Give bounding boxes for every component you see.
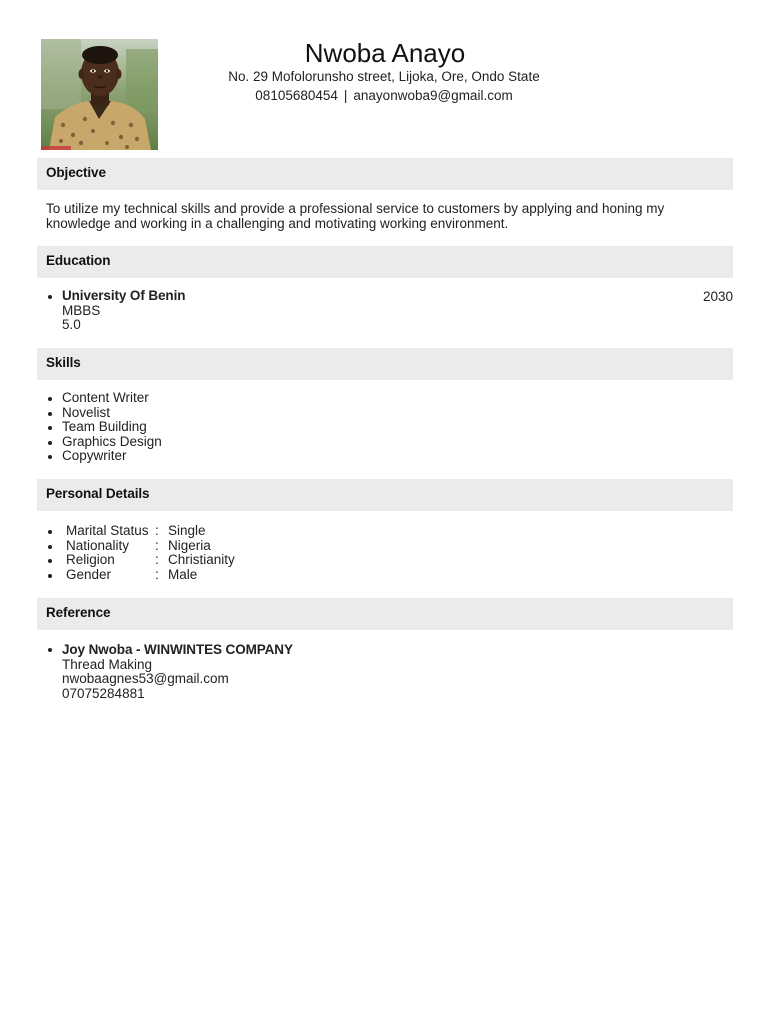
personal-detail-row [46,539,446,554]
detail-label: Marital Status [66,523,149,538]
detail-colon: : [155,566,159,582]
education-list [46,289,646,333]
education-year: 2030 [702,289,733,304]
detail-value: Single [168,523,206,538]
candidate-name: Nwoba Anayo [304,38,466,68]
contact-line [0,88,768,103]
reference-name: Joy Nwoba - WINWINTES COMPANY [62,642,293,657]
education-degree: MBBS [62,302,101,318]
skill-item: Content Writer [46,391,446,406]
education-grade: 5.0 [62,317,81,333]
personal-detail-row [46,553,446,568]
skill-item: Copywriter [46,449,446,464]
section-heading-personal-details: Personal Details [37,479,733,511]
detail-label: Nationality [66,537,130,553]
skill-item: Graphics Design [46,435,446,450]
reference-email: nwobaagnes53@gmail.com [62,671,229,687]
detail-value: Christianity [168,552,235,568]
reference-item [46,642,646,701]
skill-item: Team Building [46,420,446,435]
detail-label: Religion [66,552,115,568]
email-address: anayonwoba9@gmail.com [353,88,513,103]
contact-separator: | [343,88,348,103]
personal-detail-row [46,524,446,539]
detail-colon: : [155,523,159,538]
reference-role: Thread Making [62,656,153,672]
reference-phone: 07075284881 [62,685,145,701]
reference-list [46,642,646,701]
section-heading-objective: Objective [37,158,733,190]
detail-value: Male [168,566,198,582]
detail-colon: : [155,552,159,568]
detail-label: Gender [66,566,112,582]
objective-text: To utilize my technical skills and provide a professional service to customers by applying and honing my knowledge and working in a challenging and motivating working environment. [46,201,665,231]
section-heading-education: Education [37,246,733,278]
phone-number: 08105680454 [255,88,338,103]
detail-colon: : [155,537,159,553]
personal-detail-row [46,568,446,583]
skill-item: Novelist [46,406,446,421]
detail-value: Nigeria [168,537,211,553]
skills-list [46,391,446,464]
section-heading-skills: Skills [37,348,733,380]
education-institution: University Of Benin [62,288,186,303]
personal-details-list [46,524,446,582]
section-heading-reference: Reference [37,598,733,630]
candidate-address: No. 29 Mofolorunsho street, Lijoka, Ore, Ondo State [228,69,540,84]
education-item [46,289,646,333]
